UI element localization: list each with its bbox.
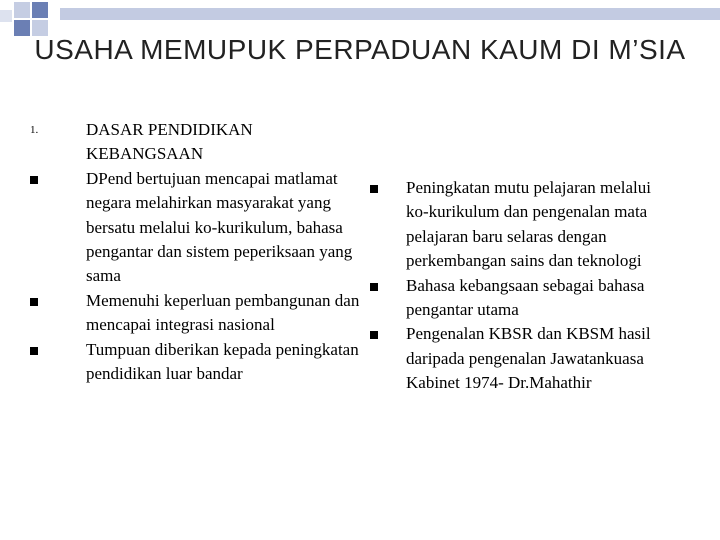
item-text: Memenuhi keperluan pembangunan dan mencapai integrasi nasional bbox=[86, 290, 360, 335]
item-text: Peningkatan mutu pelajaran melalui ko-kurikulum dan pengenalan mata pelajaran baru selaras dengan perkembangan sains dan teknologi bbox=[406, 178, 652, 271]
list-item bbox=[370, 274, 670, 323]
deco-square bbox=[32, 2, 48, 18]
header-bar bbox=[60, 8, 720, 20]
bullet-square-icon bbox=[30, 176, 38, 184]
item-text: DPend bertujuan mencapai matlamat negara melahirkan masyarakat yang bersatu melalui ko-kurikulum, bahasa pengantar dan sistem peperiksaan yang sama bbox=[86, 168, 353, 286]
list-item bbox=[30, 289, 360, 338]
list-item bbox=[370, 176, 670, 274]
left-column bbox=[30, 118, 360, 386]
deco-square bbox=[14, 20, 30, 36]
item-text: DASAR PENDIDIKAN KEBANGSAAN bbox=[86, 120, 253, 164]
bullet-square-icon bbox=[370, 283, 378, 291]
bullet-square-icon bbox=[370, 185, 378, 193]
item-text: Tumpuan diberikan kepada peningkatan pendidikan luar bandar bbox=[86, 339, 359, 384]
right-column bbox=[370, 176, 670, 396]
slide-title: USAHA MEMUPUK PERPADUAN KAUM DI M’SIA bbox=[34, 34, 686, 65]
list-item bbox=[30, 118, 360, 167]
list-item bbox=[370, 322, 670, 395]
item-text: Bahasa kebangsaan sebagai bahasa pengantar utama bbox=[406, 275, 645, 320]
list-item bbox=[30, 338, 360, 387]
deco-square bbox=[0, 10, 12, 22]
deco-square bbox=[14, 2, 30, 18]
bullet-square-icon bbox=[30, 298, 38, 306]
bullet-square-icon bbox=[30, 347, 38, 355]
item-text: Pengenalan KBSR dan KBSM hasil daripada pengenalan Jawatankuasa Kabinet 1974- Dr.Mahathir bbox=[406, 324, 651, 393]
bullet-square-icon bbox=[370, 331, 378, 339]
list-item bbox=[30, 167, 360, 289]
numbered-marker: 1. bbox=[30, 124, 39, 136]
